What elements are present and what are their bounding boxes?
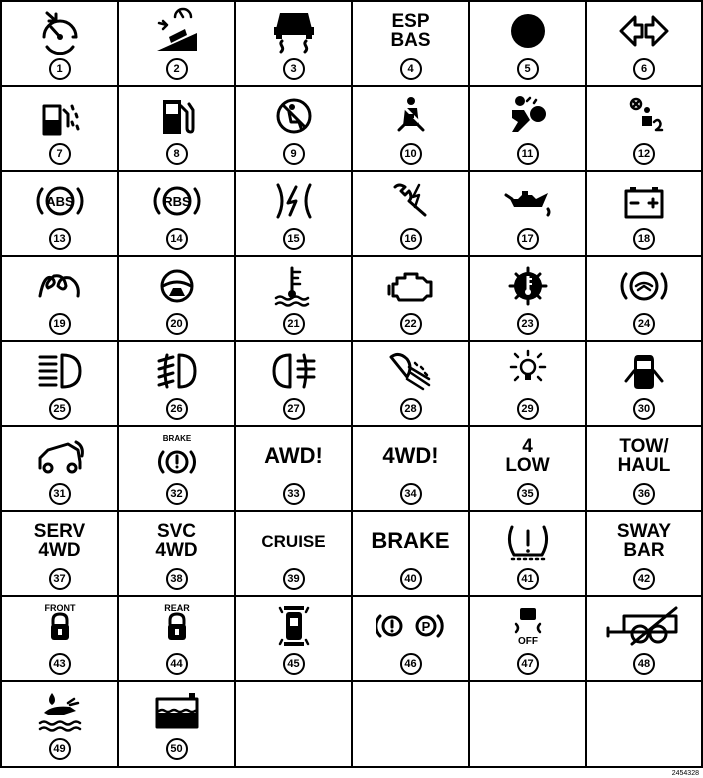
fuel-pump-icon	[118, 90, 235, 142]
symbol-text-line: CRUISE	[261, 531, 326, 551]
svg-text:REAR: REAR	[163, 603, 190, 613]
symbol-cell-26	[118, 341, 235, 426]
symbol-number: 31	[49, 483, 71, 505]
glow-plug-icon	[1, 260, 118, 312]
symbol-cell-40	[352, 511, 469, 596]
symbol-cell-22	[352, 256, 469, 341]
symbol-number: 48	[633, 653, 655, 675]
symbol-number: 23	[517, 313, 539, 335]
symbol-cell-46	[352, 596, 469, 681]
symbol-number: 26	[166, 398, 188, 420]
tire-pressure-icon	[469, 515, 586, 567]
symbol-cell-37	[1, 511, 118, 596]
symbol-cell-17	[469, 171, 586, 256]
symbol-number: 14	[166, 228, 188, 250]
symbol-cell-39	[235, 511, 352, 596]
front-fog-lamp-icon	[118, 345, 235, 397]
stability-off-icon	[469, 600, 586, 652]
traction-skid-icon	[235, 5, 352, 57]
symbol-cell-42	[586, 511, 702, 596]
symbol-number: 24	[633, 313, 655, 335]
symbol-number: 18	[633, 228, 655, 250]
symbol-text-line: SWAY	[616, 521, 672, 542]
symbol-cell-6	[586, 1, 702, 86]
cruise-text	[235, 515, 352, 567]
symbol-cell-9	[235, 86, 352, 171]
symbol-cell-35	[469, 426, 586, 511]
symbol-cell-24	[586, 256, 702, 341]
symbol-text-line: BAS	[390, 30, 431, 51]
rear-fog-lamp-icon	[235, 345, 352, 397]
symbol-number: 27	[283, 398, 305, 420]
seatbelt-icon	[352, 90, 469, 142]
symbol-number: 46	[400, 653, 422, 675]
symbol-cell-20	[118, 256, 235, 341]
symbol-number: 36	[633, 483, 655, 505]
symbol-number: 30	[633, 398, 655, 420]
tow-haul-text	[586, 430, 702, 482]
power-steering-icon	[586, 260, 702, 312]
symbol-number: 7	[49, 143, 71, 165]
symbol-cell-32	[118, 426, 235, 511]
symbol-number: 20	[166, 313, 188, 335]
svg-text:FRONT: FRONT	[44, 603, 75, 613]
symbol-number: 40	[400, 568, 422, 590]
symbol-cell-33	[235, 426, 352, 511]
symbol-text-line: 4WD	[155, 540, 198, 561]
symbol-cell-16	[352, 171, 469, 256]
symbol-cell-48	[586, 596, 702, 681]
symbol-cell-14	[118, 171, 235, 256]
esp-bas-text	[352, 5, 469, 57]
symbol-cell-49	[1, 681, 118, 767]
symbol-number: 41	[517, 568, 539, 590]
hill-descent-icon	[118, 5, 235, 57]
svc-4wd-text	[118, 515, 235, 567]
symbol-text-line: HAUL	[617, 455, 671, 476]
symbol-cell-23	[469, 256, 586, 341]
symbol-cell-11	[469, 86, 586, 171]
symbol-cell-3	[235, 1, 352, 86]
symbol-cell-30	[586, 341, 702, 426]
symbol-number: 1	[49, 58, 71, 80]
serv-4wd-text	[1, 515, 118, 567]
cruise-speedometer-icon	[1, 5, 118, 57]
symbol-number: 43	[49, 653, 71, 675]
symbol-number: 22	[400, 313, 422, 335]
symbol-cell-27	[235, 341, 352, 426]
symbol-number: 49	[49, 738, 71, 760]
airbag-icon	[469, 90, 586, 142]
symbol-cell-5	[469, 1, 586, 86]
symbol-number: 12	[633, 143, 655, 165]
high-beam-icon	[1, 345, 118, 397]
door-ajar-icon	[586, 345, 702, 397]
symbol-text-line: ESP	[391, 11, 430, 32]
symbol-number: 45	[283, 653, 305, 675]
symbol-number: 3	[283, 58, 305, 80]
symbol-number: 2	[166, 58, 188, 80]
symbol-text-line: AWD!	[264, 443, 323, 468]
symbol-cell-2	[118, 1, 235, 86]
svg-text:ABS: ABS	[45, 194, 74, 209]
symbol-number: 6	[633, 58, 655, 80]
rbs-icon	[118, 175, 235, 227]
parking-brake-icon	[352, 600, 469, 652]
symbol-cell-8	[118, 86, 235, 171]
symbol-cell-44	[118, 596, 235, 681]
symbol-cell-25	[1, 341, 118, 426]
symbol-text-line: SERV	[33, 521, 86, 542]
headlamp-washer-icon	[352, 345, 469, 397]
symbol-number: 38	[166, 568, 188, 590]
symbol-number: 15	[283, 228, 305, 250]
symbol-number: 28	[400, 398, 422, 420]
4wd-text	[352, 430, 469, 482]
symbol-number: 25	[49, 398, 71, 420]
coolant-reservoir-icon	[118, 685, 235, 737]
svg-text:BRAKE: BRAKE	[162, 434, 191, 443]
symbol-number: 37	[49, 568, 71, 590]
symbol-number: 32	[166, 483, 188, 505]
symbol-cell-13	[1, 171, 118, 256]
symbol-cell-15	[235, 171, 352, 256]
symbol-cell-1	[1, 1, 118, 86]
symbol-cell-29	[469, 341, 586, 426]
battery-icon	[586, 175, 702, 227]
symbol-number: 21	[283, 313, 305, 335]
svg-text:RBS: RBS	[162, 194, 191, 209]
symbol-number: 39	[283, 568, 305, 590]
symbol-cell-31	[1, 426, 118, 511]
symbol-number: 19	[49, 313, 71, 335]
awd-text	[235, 430, 352, 482]
symbol-number: 16	[400, 228, 422, 250]
symbol-number: 33	[283, 483, 305, 505]
symbol-cell-19	[1, 256, 118, 341]
symbol-text-line: BAR	[623, 540, 665, 561]
abs-icon	[1, 175, 118, 227]
symbol-cell-38	[118, 511, 235, 596]
brake-warning-icon	[118, 430, 235, 482]
4-low-text	[469, 430, 586, 482]
symbol-cell-28	[352, 341, 469, 426]
symbol-number: 4	[400, 58, 422, 80]
symbol-cell-7	[1, 86, 118, 171]
wrench-service-icon	[352, 175, 469, 227]
symbol-number: 17	[517, 228, 539, 250]
symbol-number: 9	[283, 143, 305, 165]
filled-circle-icon	[469, 5, 586, 57]
symbol-number: 8	[166, 143, 188, 165]
symbol-cell-36	[586, 426, 702, 511]
symbol-cell-43	[1, 596, 118, 681]
symbol-text-line: LOW	[505, 455, 550, 476]
symbol-number: 5	[517, 58, 539, 80]
liftgate-ajar-icon	[1, 430, 118, 482]
symbol-cell-10	[352, 86, 469, 171]
check-engine-icon	[352, 260, 469, 312]
symbol-number: 11	[517, 143, 539, 165]
symbol-number: 50	[166, 738, 188, 760]
symbol-cell-50	[118, 681, 235, 767]
symbol-cell-18	[586, 171, 702, 256]
symbol-text-line: 4WD	[38, 540, 81, 561]
symbol-cell-45	[235, 596, 352, 681]
svg-text:P: P	[421, 619, 430, 634]
svg-text:OFF: OFF	[517, 636, 538, 647]
oil-can-icon	[469, 175, 586, 227]
symbol-cell-12	[586, 86, 702, 171]
symbol-cell-21	[235, 256, 352, 341]
turn-signal-arrows-icon	[586, 5, 702, 57]
rear-diff-lock-icon	[118, 600, 235, 652]
symbol-number: 13	[49, 228, 71, 250]
symbol-text-line: SVC	[156, 521, 197, 542]
reference-code: 2454328	[671, 770, 699, 777]
front-diff-lock-icon	[1, 600, 118, 652]
electric-brake-icon	[235, 175, 352, 227]
symbol-cell-41	[469, 511, 586, 596]
steering-wheel-icon	[118, 260, 235, 312]
symbol-number: 44	[166, 653, 188, 675]
axle-lock-icon	[235, 600, 352, 652]
symbol-cell-4	[352, 1, 469, 86]
symbol-number: 47	[517, 653, 539, 675]
symbol-cell-47	[469, 596, 586, 681]
passenger-airbag-off-icon	[235, 90, 352, 142]
fuel-door-icon	[1, 90, 118, 142]
washer-fluid-icon	[1, 685, 118, 737]
trailer-brake-icon	[586, 600, 702, 652]
symbol-text-line: 4	[522, 436, 533, 457]
transmission-temperature-icon	[469, 260, 586, 312]
brake-text	[352, 515, 469, 567]
symbol-text-line: BRAKE	[371, 528, 450, 553]
symbol-number: 29	[517, 398, 539, 420]
rear-seatbelt-icon	[586, 90, 702, 142]
symbol-number: 34	[400, 483, 422, 505]
symbol-text-line: TOW/	[619, 436, 669, 457]
symbol-number: 35	[517, 483, 539, 505]
symbol-number: 42	[633, 568, 655, 590]
symbol-cell-34	[352, 426, 469, 511]
symbol-number: 10	[400, 143, 422, 165]
symbol-text-line: 4WD!	[382, 443, 439, 468]
exterior-lamp-icon	[469, 345, 586, 397]
sway-bar-text	[586, 515, 702, 567]
coolant-temperature-icon	[235, 260, 352, 312]
